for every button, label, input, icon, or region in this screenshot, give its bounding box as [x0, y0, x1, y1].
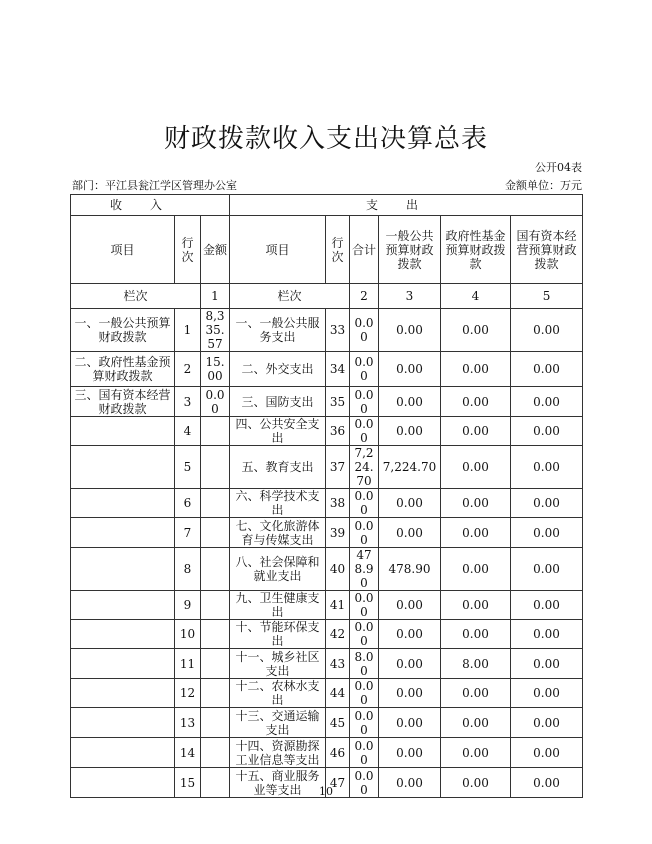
income-item-cell	[71, 446, 175, 489]
fund-cell: 0.00	[441, 518, 511, 548]
fund-cell: 8.00	[441, 649, 511, 679]
capital-cell: 0.00	[511, 591, 583, 620]
income-amount-cell	[201, 738, 230, 768]
capital-cell: 0.00	[511, 738, 583, 768]
general-cell: 0.00	[379, 489, 441, 518]
table-row	[71, 649, 583, 679]
unit-label: 金额单位：万元	[505, 179, 582, 192]
income-item-cell: 一、一般公共预算财政拨款	[71, 309, 175, 352]
expense-item-cell: 三、国防支出	[230, 387, 326, 417]
expense-line-cell: 43	[326, 649, 350, 679]
general-cell: 0.00	[379, 738, 441, 768]
expense-line-cell: 34	[326, 352, 350, 387]
capital-cell: 0.00	[511, 548, 583, 591]
fund-cell: 0.00	[441, 446, 511, 489]
expense-item-cell: 十四、资源勘探工业信息等支出	[230, 738, 326, 768]
general-cell: 478.90	[379, 548, 441, 591]
expense-item-cell: 五、教育支出	[230, 446, 326, 489]
expense-line-cell: 37	[326, 446, 350, 489]
fund-cell: 0.00	[441, 768, 511, 798]
income-item-cell	[71, 708, 175, 738]
expense-line-cell: 42	[326, 620, 350, 649]
header-row-columns	[71, 216, 583, 284]
total-cell: 0.00	[350, 352, 379, 387]
col-header-fund: 政府性基金预算财政拨款	[441, 216, 511, 284]
lanci-col5: 5	[511, 284, 583, 309]
col-header-line2: 行次	[326, 216, 350, 284]
income-amount-cell	[201, 489, 230, 518]
income-amount-cell	[201, 679, 230, 708]
total-cell: 8.00	[350, 649, 379, 679]
expense-item-cell: 十、节能环保支出	[230, 620, 326, 649]
capital-cell: 0.00	[511, 708, 583, 738]
income-line-cell: 2	[175, 352, 201, 387]
general-cell: 0.00	[379, 518, 441, 548]
fund-cell: 0.00	[441, 679, 511, 708]
page-title: 财政拨款收入支出决算总表	[163, 124, 488, 154]
total-cell: 478.90	[350, 548, 379, 591]
income-item-cell	[71, 679, 175, 708]
expense-item-cell: 二、外交支出	[230, 352, 326, 387]
table-row	[71, 518, 583, 548]
expense-item-cell: 七、文化旅游体育与传媒支出	[230, 518, 326, 548]
income-item-cell	[71, 548, 175, 591]
expense-line-cell: 35	[326, 387, 350, 417]
lanci-col4: 4	[441, 284, 511, 309]
table-row	[71, 387, 583, 417]
expense-line-cell: 39	[326, 518, 350, 548]
expense-item-cell: 六、科学技术支出	[230, 489, 326, 518]
fund-cell: 0.00	[441, 417, 511, 446]
col-header-line: 行次	[175, 216, 201, 284]
income-line-cell: 9	[175, 591, 201, 620]
col-header-total: 合计	[350, 216, 379, 284]
lanci-label-right: 栏次	[230, 284, 350, 309]
general-cell: 0.00	[379, 679, 441, 708]
expense-item-cell: 十三、交通运输支出	[230, 708, 326, 738]
income-line-cell: 3	[175, 387, 201, 417]
capital-cell: 0.00	[511, 446, 583, 489]
expense-line-cell: 38	[326, 489, 350, 518]
total-cell: 7,224.70	[350, 446, 379, 489]
income-line-cell: 4	[175, 417, 201, 446]
income-line-cell: 11	[175, 649, 201, 679]
general-cell: 0.00	[379, 591, 441, 620]
table-row	[71, 489, 583, 518]
general-cell: 0.00	[379, 387, 441, 417]
expense-line-cell: 33	[326, 309, 350, 352]
income-amount-cell	[201, 548, 230, 591]
col-header-general: 一般公共预算财政拨款	[379, 216, 441, 284]
income-header: 收入	[71, 195, 230, 216]
capital-cell: 0.00	[511, 417, 583, 446]
capital-cell: 0.00	[511, 352, 583, 387]
general-cell: 7,224.70	[379, 446, 441, 489]
budget-table	[70, 194, 583, 798]
capital-cell: 0.00	[511, 387, 583, 417]
income-amount-cell	[201, 649, 230, 679]
income-line-cell: 13	[175, 708, 201, 738]
capital-cell: 0.00	[511, 768, 583, 798]
total-cell: 0.00	[350, 620, 379, 649]
expense-line-cell: 41	[326, 591, 350, 620]
col-header-item2: 项目	[230, 216, 326, 284]
income-item-cell: 三、国有资本经营财政拨款	[71, 387, 175, 417]
table-row	[71, 352, 583, 387]
total-cell: 0.00	[350, 679, 379, 708]
total-cell: 0.00	[350, 591, 379, 620]
lanci-col2: 2	[350, 284, 379, 309]
income-item-cell	[71, 649, 175, 679]
expense-line-cell: 36	[326, 417, 350, 446]
total-cell: 0.00	[350, 309, 379, 352]
general-cell: 0.00	[379, 620, 441, 649]
income-amount-cell: 8,335.57	[201, 309, 230, 352]
col-header-amount: 金额	[201, 216, 230, 284]
total-cell: 0.00	[350, 489, 379, 518]
expense-item-cell: 九、卫生健康支出	[230, 591, 326, 620]
total-cell: 0.00	[350, 738, 379, 768]
lanci-label-left: 栏次	[71, 284, 201, 309]
expense-line-cell: 40	[326, 548, 350, 591]
income-line-cell: 14	[175, 738, 201, 768]
expense-item-cell: 十一、城乡社区支出	[230, 649, 326, 679]
table-row	[71, 417, 583, 446]
fund-cell: 0.00	[441, 489, 511, 518]
total-cell: 0.00	[350, 518, 379, 548]
capital-cell: 0.00	[511, 489, 583, 518]
form-code: 公开04表	[535, 161, 582, 174]
expense-item-cell: 八、社会保障和就业支出	[230, 548, 326, 591]
income-line-cell: 7	[175, 518, 201, 548]
expense-line-cell: 45	[326, 708, 350, 738]
lanci-col3: 3	[379, 284, 441, 309]
income-item-cell	[71, 738, 175, 768]
expense-item-cell: 十二、农林水支出	[230, 679, 326, 708]
lanci-row	[71, 284, 583, 309]
expense-item-cell: 一、一般公共服务支出	[230, 309, 326, 352]
total-cell: 0.00	[350, 417, 379, 446]
table-row	[71, 446, 583, 489]
general-cell: 0.00	[379, 649, 441, 679]
header-row-top	[71, 195, 583, 216]
income-line-cell: 6	[175, 489, 201, 518]
expense-line-cell: 44	[326, 679, 350, 708]
col-header-item: 项目	[71, 216, 175, 284]
fund-cell: 0.00	[441, 620, 511, 649]
total-cell: 0.00	[350, 708, 379, 738]
expense-header: 支出	[230, 195, 583, 216]
table-row	[71, 620, 583, 649]
general-cell: 0.00	[379, 309, 441, 352]
fund-cell: 0.00	[441, 708, 511, 738]
income-item-cell	[71, 591, 175, 620]
expense-line-cell: 47	[326, 768, 350, 798]
capital-cell: 0.00	[511, 620, 583, 649]
expense-line-cell: 46	[326, 738, 350, 768]
table-row	[71, 548, 583, 591]
income-item-cell	[71, 489, 175, 518]
general-cell: 0.00	[379, 768, 441, 798]
income-amount-cell	[201, 446, 230, 489]
income-amount-cell	[201, 518, 230, 548]
income-amount-cell	[201, 708, 230, 738]
general-cell: 0.00	[379, 417, 441, 446]
col-header-capital: 国有资本经营预算财政拨款	[511, 216, 583, 284]
income-amount-cell	[201, 417, 230, 446]
table-row	[71, 708, 583, 738]
income-line-cell: 15	[175, 768, 201, 798]
income-amount-cell: 0.00	[201, 387, 230, 417]
table-row	[71, 309, 583, 352]
income-amount-cell: 15.00	[201, 352, 230, 387]
total-cell: 0.00	[350, 768, 379, 798]
table-row	[71, 679, 583, 708]
income-line-cell: 10	[175, 620, 201, 649]
department-label: 部门：平江县瓮江学区管理办公室	[72, 179, 237, 192]
income-line-cell: 8	[175, 548, 201, 591]
lanci-col1: 1	[201, 284, 230, 309]
fund-cell: 0.00	[441, 352, 511, 387]
income-line-cell: 5	[175, 446, 201, 489]
general-cell: 0.00	[379, 708, 441, 738]
expense-item-cell: 十五、商业服务业等支出	[230, 768, 326, 798]
income-item-cell: 二、政府性基金预算财政拨款	[71, 352, 175, 387]
table-row	[71, 591, 583, 620]
capital-cell: 0.00	[511, 518, 583, 548]
fund-cell: 0.00	[441, 387, 511, 417]
total-cell: 0.00	[350, 387, 379, 417]
capital-cell: 0.00	[511, 649, 583, 679]
page-number: 10	[319, 785, 333, 798]
expense-item-cell: 四、公共安全支出	[230, 417, 326, 446]
fund-cell: 0.00	[441, 591, 511, 620]
income-item-cell	[71, 518, 175, 548]
income-line-cell: 12	[175, 679, 201, 708]
fund-cell: 0.00	[441, 548, 511, 591]
income-item-cell	[71, 620, 175, 649]
capital-cell: 0.00	[511, 679, 583, 708]
income-amount-cell	[201, 620, 230, 649]
income-amount-cell	[201, 591, 230, 620]
table-row	[71, 738, 583, 768]
capital-cell: 0.00	[511, 309, 583, 352]
fund-cell: 0.00	[441, 738, 511, 768]
fund-cell: 0.00	[441, 309, 511, 352]
income-item-cell	[71, 417, 175, 446]
income-line-cell: 1	[175, 309, 201, 352]
general-cell: 0.00	[379, 352, 441, 387]
